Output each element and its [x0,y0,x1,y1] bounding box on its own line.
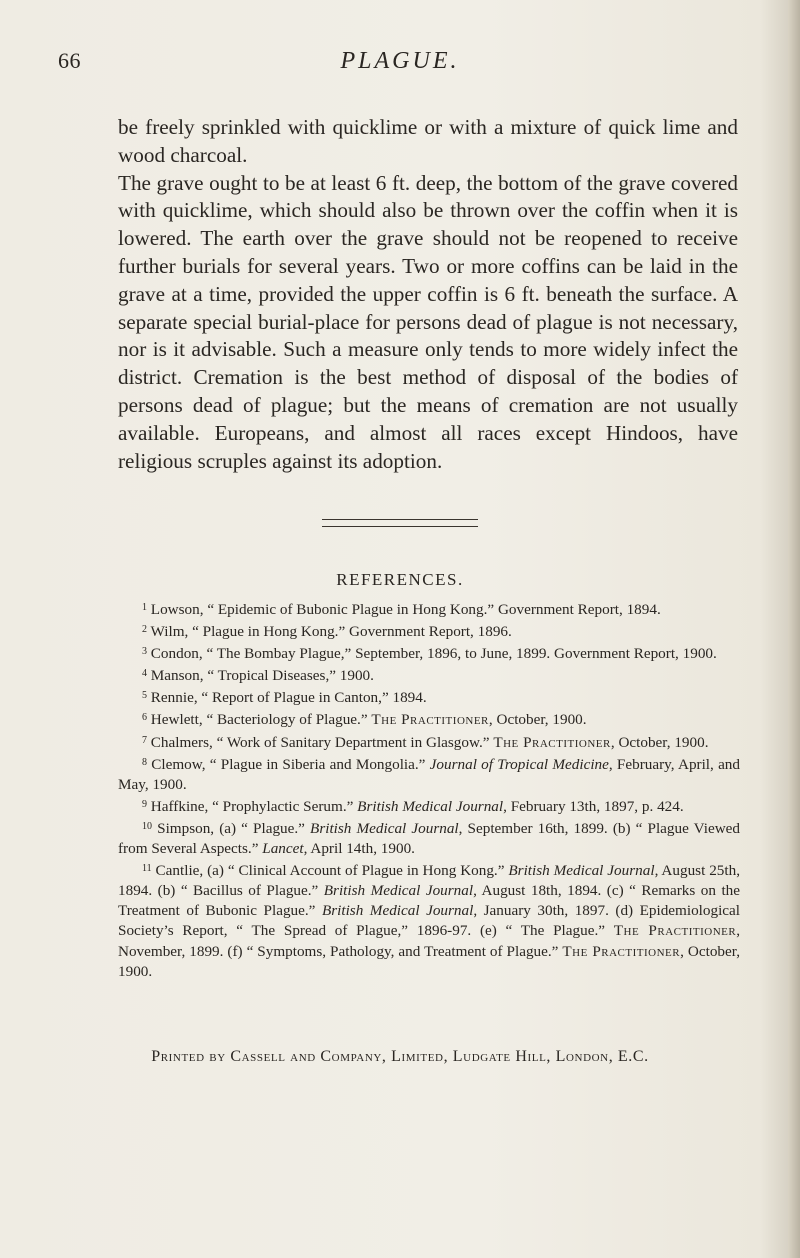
reference-item: $^{10}$ Simpson, (a) “ Plague.” British Medical Journal, September 16th, 1899. (b) “ Plague Viewed from Several Aspects.” Lancet, April 14th, 1900. [118,819,741,858]
printer-imprint: Printed by Cassell and Company, Limited, Ludgate Hill, London, E.C. [151,1048,649,1065]
body-text [118,114,738,475]
reference-item: $^6$ Hewlett, “ Bacteriology of Plague.” The Practitioner, October, 1900. [142,711,587,729]
section-divider [322,519,478,520]
body-paragraph: The grave ought to be at least 6 ft. deep, the bottom of the grave covered with quicklime, which should also be thrown over the coffin when it is lowered. The earth over the grave should not be reopened to receive further burials for several years. Two or more coffins can be laid in the grave at a time, provided the upper coffin is 6 ft. beneath the surface. A separate special burial-place for persons dead of plague is not necessary, nor is it advisable. Such a measure only tends to more widely infect the district. Cremation is the best method of disposal of the bodies of persons dead of plague; but the means of cremation are not usually available. Europeans, and almost all races except Hindoos, have religious scruples against its adoption. [118,170,738,473]
running-title: PLAGUE. [340,48,460,74]
reference-item: $^9$ Haffkine, “ Prophylactic Serum.” British Medical Journal, February 13th, 1897, p. 424. [142,797,684,815]
page-header [0,48,800,82]
page-number: 66 [58,48,81,73]
reference-item: $^{11}$ Cantlie, (a) “ Clinical Account of Plague in Hong Kong.” British Medical Journal, August 25th, 1894. (b) “ Bacillus of Plague.” British Medical Journal, August 18th, 1894. (c) “ Remarks on the Treatment of Bubonic Plague.” British Medical Journal, January 30th, 1897. (d) Epidemiological Society’s Report, “ The Spread of Plague,” 1896-97. (e) “ The Plague.” The Practitioner, November, 1899. (f) “ Symptoms, Pathology, and Treatment of Plague.” The Practitioner, October, 1900. [118,862,741,980]
reference-item: $^8$ Clemow, “ Plague in Siberia and Mongolia.” Journal of Tropical Medicine, February, April, and May, 1900. [118,755,740,793]
reference-item: $^1$ Lowson, “ Epidemic of Bubonic Plague in Hong Kong.” Government Report, 1894. [142,601,661,618]
reference-item: $^2$ Wilm, “ Plague in Hong Kong.” Government Report, 1896. [142,623,512,641]
reference-item: $^4$ Manson, “ Tropical Diseases,” 1900. [142,667,374,685]
reference-item: $^7$ Chalmers, “ Work of Sanitary Department in Glasgow.” The Practitioner, October, 1900. [142,733,709,751]
body-paragraph: be freely sprinkled with quicklime or with a mixture of quick lime and wood charcoal. [118,115,738,167]
reference-item: $^3$ Condon, “ The Bombay Plague,” September, 1896, to June, 1899. Government Report, 1900. [142,645,717,663]
reference-item: $^5$ Rennie, “ Report of Plague in Canton,” 1894. [142,689,427,707]
section-divider [322,526,478,527]
page-edge-shadow [788,0,800,1258]
references-list [118,598,740,982]
references-heading: REFERENCES. [336,570,464,589]
